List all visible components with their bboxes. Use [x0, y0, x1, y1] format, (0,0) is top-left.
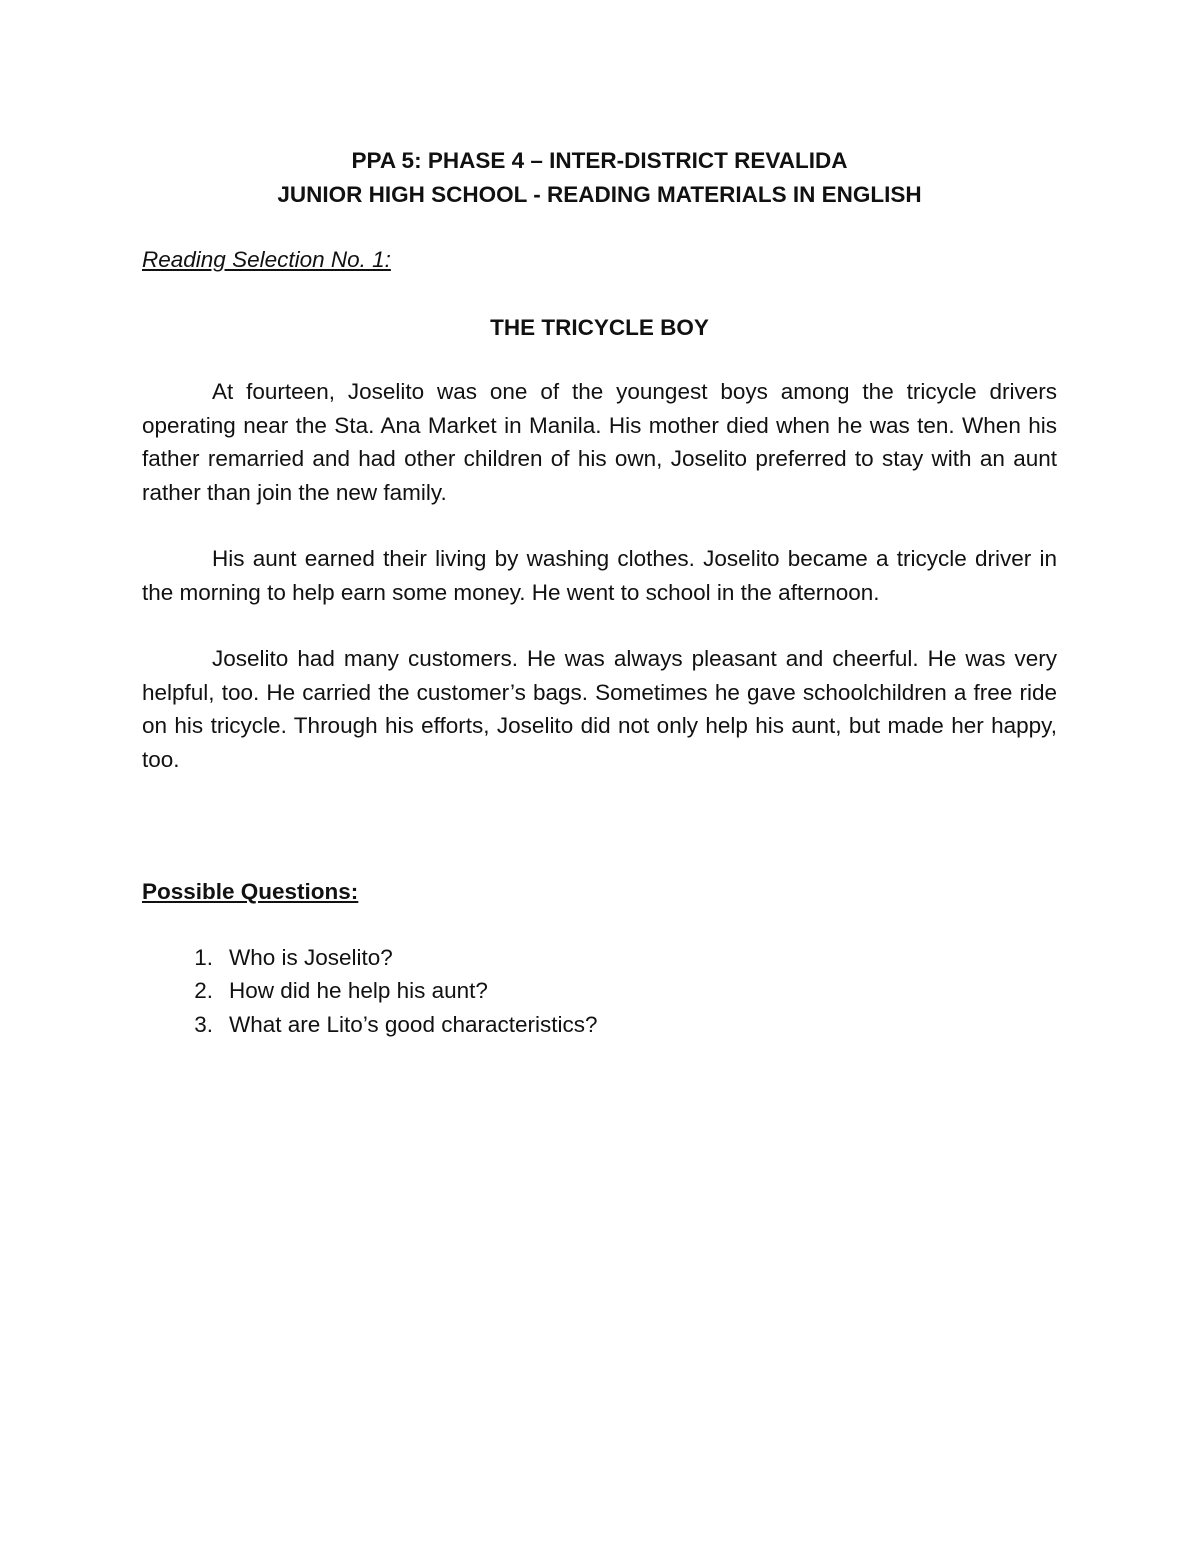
document-content — [142, 144, 1057, 1064]
reading-selection-label: Reading Selection No. 1: — [142, 247, 391, 272]
story-paragraph: His aunt earned their living by washing clothes. Joselito became a tricycle driver in the morning to help earn some money. He went to school in the afternoon. — [142, 546, 1057, 605]
question-item — [142, 1008, 1057, 1042]
story-title: THE TRICYCLE BOY — [490, 314, 709, 340]
question-number: 3. — [194, 1011, 213, 1037]
questions-list — [142, 941, 1057, 1042]
question-number: 2. — [194, 978, 213, 1003]
header-title: PPA 5: PHASE 4 – INTER-DISTRICT REVALIDA — [351, 148, 848, 173]
question-number: 1. — [194, 944, 213, 970]
questions-heading: Possible Questions: — [142, 879, 359, 904]
story-paragraph: At fourteen, Joselito was one of the youngest boys among the tricycle drivers operating near the Sta. Ana Market in Manila. His mother died when he was ten. When his father remarried and had other children of his own, Joselito preferred to stay with an aunt rather than join the new family. — [142, 379, 1057, 505]
question-text: How did he help his aunt? — [229, 978, 488, 1003]
story-paragraph: Joselito had many customers. He was always pleasant and cheerful. He was very helpful, too. He carried the customer’s bags. Sometimes he gave schoolchildren a free ride on his tricycle. Through his efforts, Joselito did not only help his aunt, but made her happy, too. — [142, 646, 1057, 772]
question-text: What are Lito’s good characteristics? — [229, 1011, 598, 1037]
question-text: Who is Joselito? — [229, 944, 393, 970]
header-subtitle: JUNIOR HIGH SCHOOL - READING MATERIALS IN ENGLISH — [277, 181, 922, 207]
question-item — [142, 974, 1057, 1008]
question-item — [142, 941, 1057, 975]
